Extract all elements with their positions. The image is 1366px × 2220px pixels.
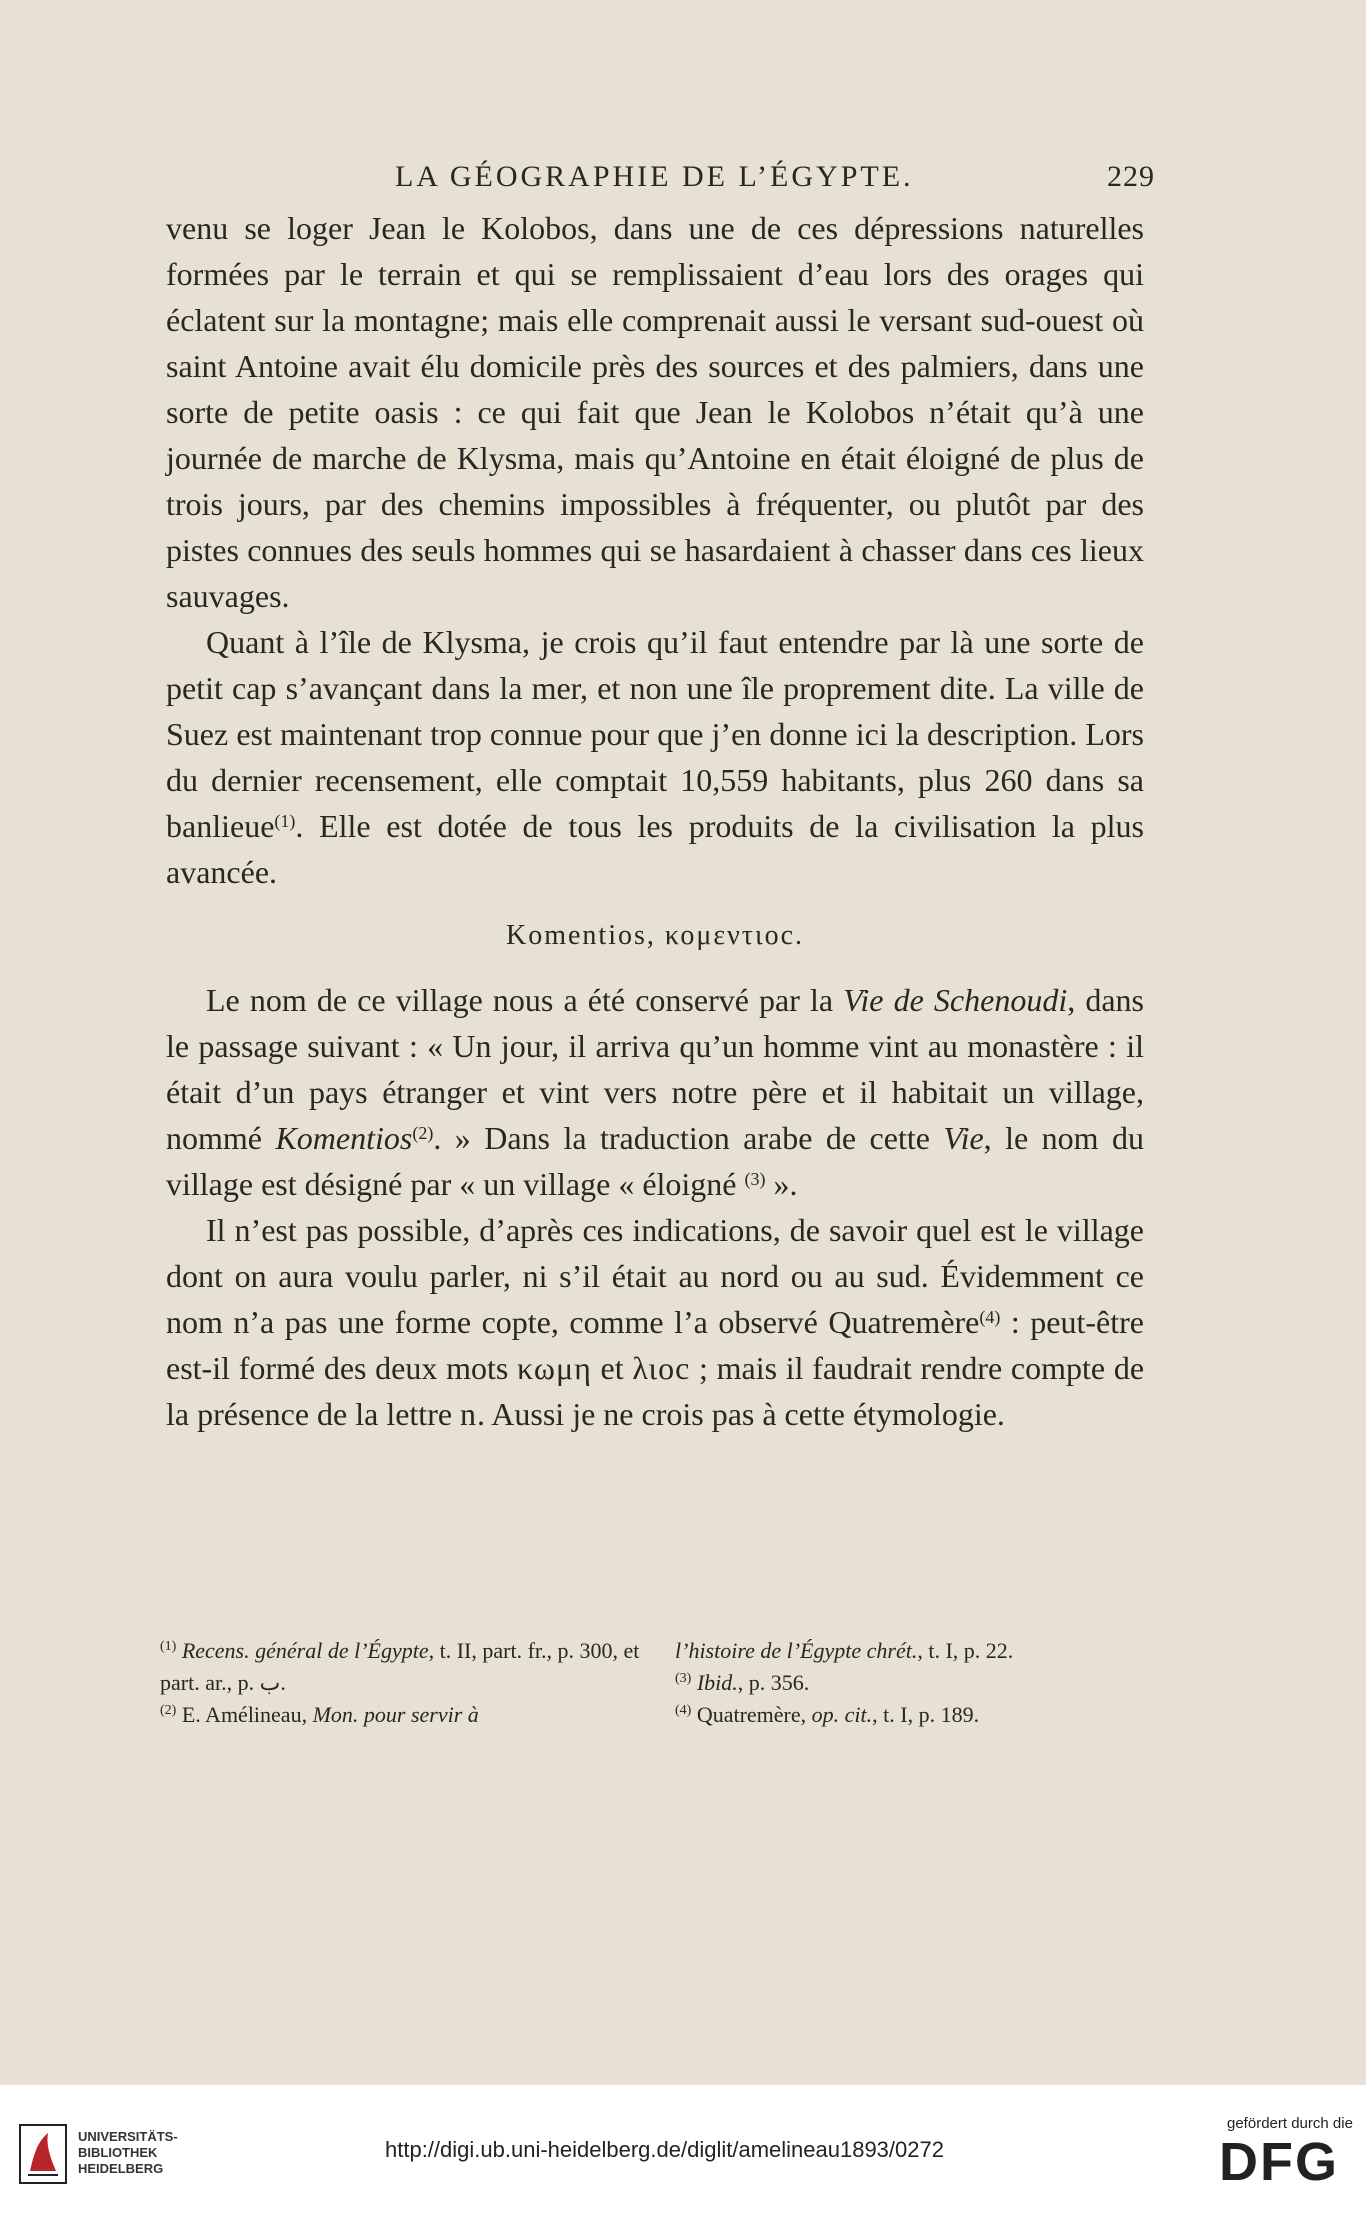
footnote-4-number: (4) [675,1703,692,1718]
footnote-2-text: , t. I, p. 22. [917,1638,1014,1663]
footnote-4-title: op. cit. [811,1702,873,1727]
university-library-logo-icon [18,2123,68,2185]
village-name: Komentios [275,1120,413,1156]
footnotes-left-column [160,1635,640,1731]
work-title-short: Vie [943,1120,984,1156]
section-heading: Komentios, κομεντιοc. [505,920,805,951]
footnote-2-title-continued: l’histoire de l’Égypte chrét. [675,1638,918,1663]
footnote-1 [160,1635,640,1699]
paragraph-3-text-2: , dans le passage suivant : « Un jour, il arriva qu’un homme vint au monastère : il était d’un pays étranger et vint vers notre père et il habitait un village, nommé [166,982,1145,1156]
footnote-4 [675,1699,1155,1731]
paragraph-4-text-4: ; mais il faudrait rendre compte de la présence de la lettre [166,1350,1145,1432]
paragraph-3-text-5: ». [765,1166,798,1202]
footnote-2 [160,1699,640,1731]
paragraph-1 [166,205,1144,619]
dfg-logo: DFG [1219,2132,1339,2192]
running-header [160,160,1155,204]
footnote-2-author: E. Amélineau, [181,1702,313,1727]
coptic-word-2: λιοc [632,1350,691,1386]
paragraph-2-text: Quant à l’île de Klysma, je crois qu’il faut entendre par là une sorte de petit cap s’avançant dans la mer, et non une île proprement dite. La ville de Suez est maintenant trop connue pour que j’en donne ici la description. Lors du dernier recensement, elle comptait 10,559 habitants, plus 260 dans sa banlieue [166,624,1144,844]
footnote-3-title: Ibid. [696,1670,738,1695]
running-title: LA GÉOGRAPHIE DE L’ÉGYPTE. [395,160,914,193]
coptic-letter: n [460,1396,478,1432]
paragraph-1-text: venu se loger Jean le Kolobos, dans une de ces dépressions naturelles formées par le terrain et qui se remplissaient d’eau lors des orages qui éclatent sur la montagne; mais elle comprenait aussi le versant sud-ouest où saint Antoine avait élu domicile près des sources et des palmiers, dans une sorte de petite oasis : ce qui fait que Jean le Kolobos n’était qu’à une journée de marche de Klysma, mais qu’Antoine en était éloigné de plus de trois jours, par des chemins impossibles à fréquenter, ou plutôt par des pistes connues des seuls hommes qui se hasardaient à chasser dans ces lieux sauvages. [166,210,1144,614]
paragraph-4-text-2: : peut-être est-il formé des deux mots [166,1304,1145,1386]
footnotes-right-column [675,1635,1155,1731]
main-text [166,205,1144,1437]
coptic-word-1: κωμη [517,1350,592,1386]
library-name-line-3: HEIDELBERG [78,2161,164,2176]
footnote-2-number: (2) [160,1703,177,1718]
footnote-2-continued [675,1635,1155,1667]
footnote-4-author: Quatremère, [696,1702,812,1727]
footnote-ref-3[interactable]: (3) [744,1169,766,1189]
footnote-ref-2[interactable]: (2) [412,1123,434,1143]
paragraph-2 [166,619,1144,895]
paragraph-3-text-4: , le nom du village est désigné par « un village « éloigné [166,1120,1145,1202]
footnote-4-text: , t. I, p. 189. [872,1702,980,1727]
page-number: 229 [1107,160,1155,193]
paragraph-3-text-3: . » Dans la traduction arabe de cette [433,1120,944,1156]
paragraph-3 [166,977,1144,1207]
footnote-2-title: Mon. pour servir à [312,1702,479,1727]
footnote-1-title: Recens. général de l’Égypte [181,1638,429,1663]
library-name-line-1: UNIVERSITÄTS- [78,2129,178,2144]
paragraph-4-text-3: et [591,1350,633,1386]
sponsor-block [1219,2115,1354,2192]
library-name-line-2: BIBLIOTHEK [78,2145,158,2160]
footnote-3 [675,1667,1155,1699]
library-name [78,2129,178,2177]
footnote-ref-1[interactable]: (1) [274,811,296,831]
footnote-3-number: (3) [675,1671,692,1686]
footnote-ref-4[interactable]: (4) [979,1307,1001,1327]
paragraph-2-text-end: . Elle est dotée de tous les produits de la civilisation la plus avancée. [166,808,1144,890]
permalink-url[interactable]: http://digi.ub.uni-heidelberg.de/diglit/amelineau1893/0272 [385,2137,944,2162]
paragraph-4-text: Il n’est pas possible, d’après ces indications, de savoir quel est le village dont on aura voulu parler, ni s’il était au nord ou au sud. Évidemment ce nom n’a pas une forme copte, comme l’a observé Quatremère [166,1212,1144,1340]
paragraph-3-text: Le nom de ce village nous a été conservé par la [206,982,844,1018]
footnote-3-text: , p. 356. [737,1670,810,1695]
paragraph-4 [166,1207,1144,1437]
footnote-1-text: , t. II, part. fr., p. 300, et part. ar., p. ‎ب‎. [160,1638,640,1695]
work-title: Vie de Schenoudi [843,982,1068,1018]
digitization-footer [0,2085,1366,2220]
footnote-1-number: (1) [160,1639,177,1654]
paragraph-4-text-5: . Aussi je ne crois pas à cette étymologie. [477,1396,1005,1432]
sponsor-label: gefördert durch die [1227,2115,1353,2132]
